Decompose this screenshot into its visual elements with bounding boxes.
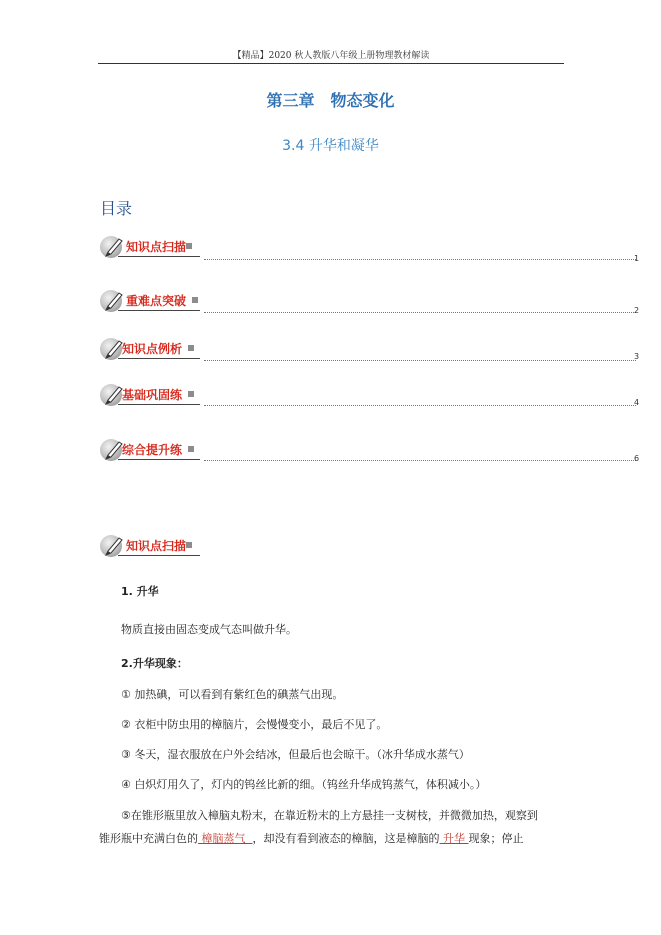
text-segment: 锥形瓶中充满白色的 [99,832,198,845]
toc-item-label: 知识点例析 [122,342,183,356]
toc-item-label: 综合提升练 [122,443,183,457]
corner-mark [186,243,192,249]
toc-leader-dots [204,312,636,313]
chapter-title: 第三章 物态变化 [266,91,395,110]
section-title: 3.4 升华和凝华 [282,138,379,154]
toc-page-number: 4 [634,398,640,407]
heading-sublimation: 1. 升华 [121,585,159,598]
toc-page-number: 2 [634,306,640,315]
header-rule [98,63,564,64]
toc-item-label: 基础巩固练 [122,388,183,402]
toc-leader-dots [204,360,636,361]
paragraph-line: ⑤在锥形瓶里放入樟脑丸粉末，在靠近粉末的上方悬挂一支树枝，并微微加热，观察到 [121,809,538,822]
toc-page-number: 1 [634,254,640,263]
text-segment: ，却没有看到液态的樟脑，这是樟脑的 [252,832,440,845]
list-item: ① 加热碘，可以看到有紫红色的碘蒸气出现。 [121,688,344,701]
corner-mark [188,446,194,452]
list-item: ② 衣柜中防虫用的樟脑片，会慢慢变小，最后不见了。 [121,718,388,731]
toc-title: 目录 [100,199,133,218]
definition-text: 物质直接由固态变成气态叫做升华。 [121,623,297,636]
text-segment: 现象；停止 [468,832,524,845]
toc-item-basic-practice[interactable] [100,382,206,416]
toc-item-label: 重难点突破 [126,294,187,308]
heading-phenomena: 2.升华现象： [121,657,188,670]
fill-in-text: 樟脑蒸气 [201,832,246,845]
fill-in-answer [440,832,469,845]
section-badge-knowledge-scan [100,533,206,567]
corner-mark [188,345,194,351]
toc-leader-dots [204,259,636,260]
badge-underline [118,459,200,460]
list-item: ③ 冬天，湿衣服放在户外会结冰，但最后也会晾干。（冰升华成水蒸气） [121,748,470,761]
badge-underline [118,256,200,257]
badge-underline [118,555,200,556]
list-item: ④ 白炽灯用久了，灯内的钨丝比新的细。（钨丝升华成钨蒸气，体积减小。） [121,778,487,791]
paragraph-line [99,830,524,846]
toc-item-examples[interactable] [100,336,206,370]
toc-leader-dots [204,460,636,461]
corner-mark [186,542,192,548]
toc-page-number: 6 [634,454,640,463]
page-header: 【精品】2020 秋人教版八年级上册物理教材解读 [232,51,430,61]
corner-mark [192,297,198,303]
toc-item-comprehensive-practice[interactable] [100,437,206,471]
badge-underline [118,310,200,311]
corner-mark [188,391,194,397]
fill-in-answer [198,832,253,845]
section-badge-label: 知识点扫描 [126,539,187,553]
toc-item-label: 知识点扫描 [126,240,187,254]
badge-underline [118,358,200,359]
toc-item-knowledge-scan[interactable] [100,234,206,268]
badge-underline [118,404,200,405]
toc-page-number: 3 [634,352,640,361]
toc-leader-dots [204,405,636,406]
fill-in-text: 升华 [443,832,465,845]
toc-item-key-difficult[interactable] [100,288,206,322]
